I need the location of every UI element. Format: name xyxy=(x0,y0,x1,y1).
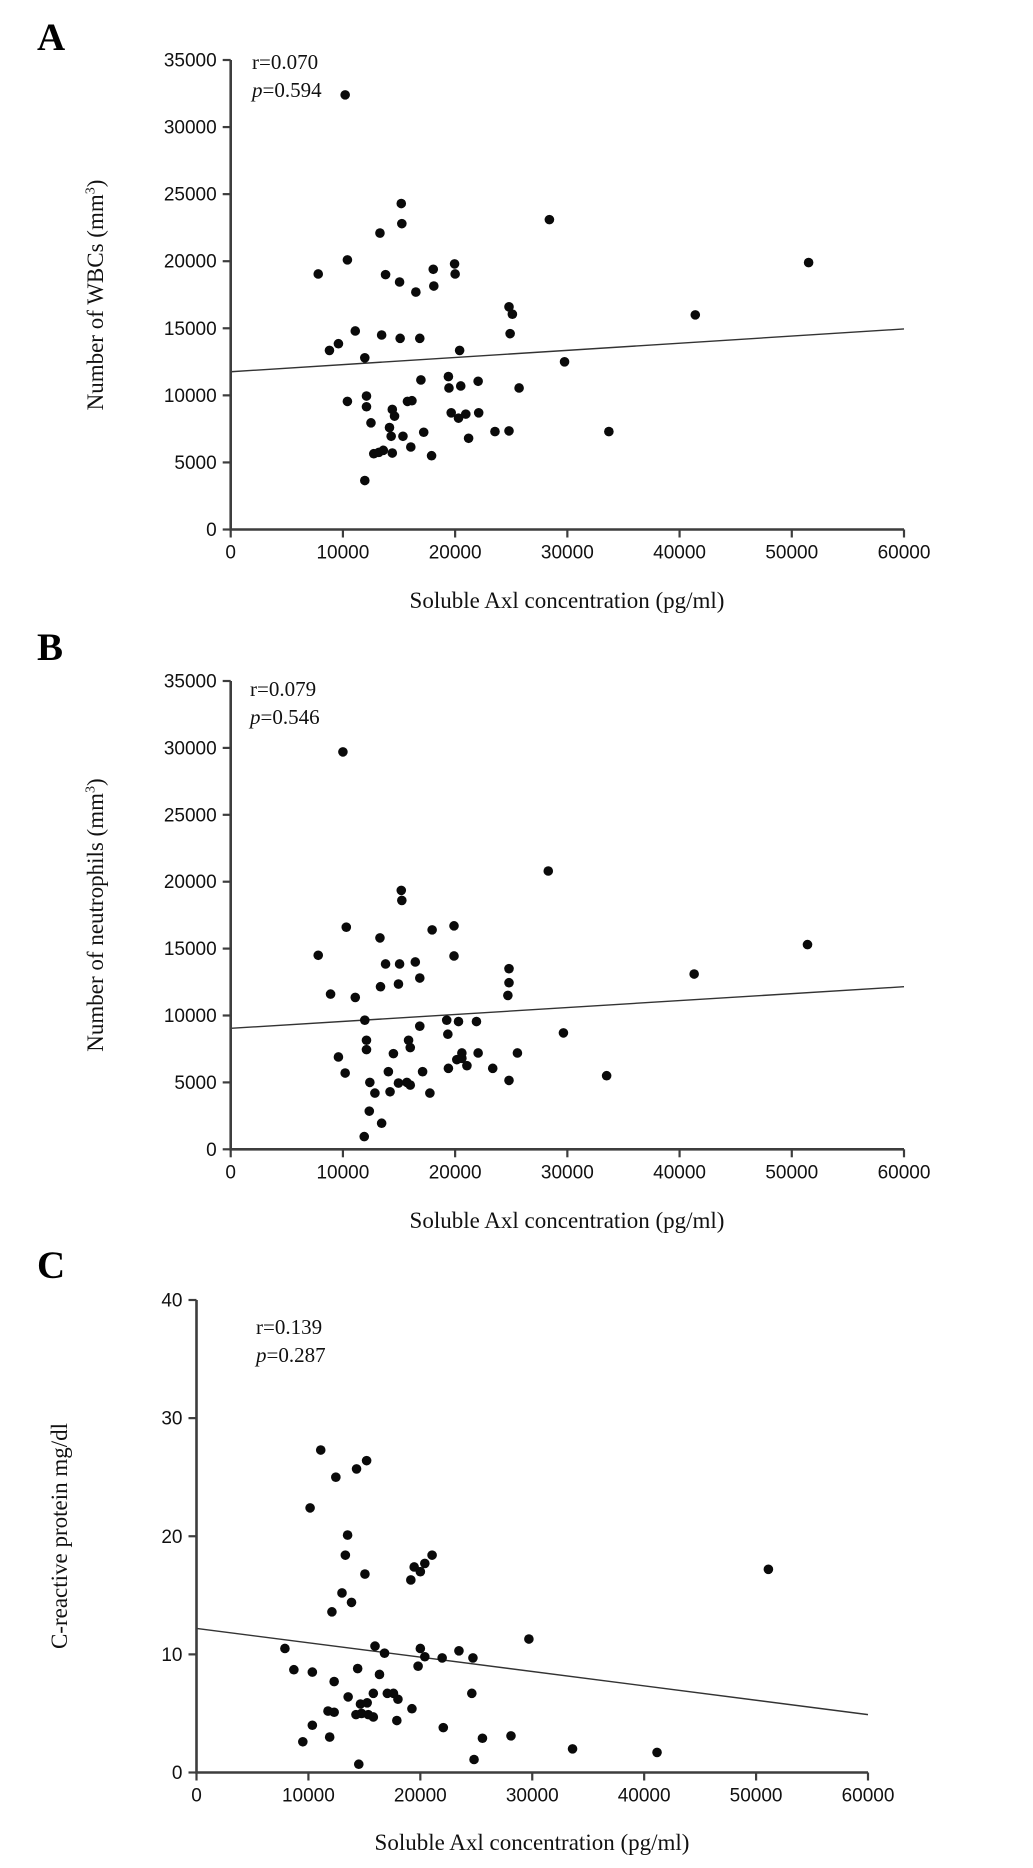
panel-b-x-axis-title: Soluble Axl concentration (pg/ml) xyxy=(409,1208,725,1233)
panel-b-data-point xyxy=(427,925,437,935)
panel-a-r-value: r=0.070 xyxy=(252,50,319,74)
panel-b-y-tick-label: 5000 xyxy=(174,1072,217,1094)
panel-c-data-point xyxy=(341,1550,351,1560)
panel-c-data-point xyxy=(420,1652,430,1662)
panel-c-data-point xyxy=(392,1716,402,1726)
panel-c-x-tick-label: 0 xyxy=(191,1785,202,1807)
panel-a-y-tick-label: 0 xyxy=(206,520,217,541)
panel-c-data-point xyxy=(478,1733,488,1743)
panel-a-data-point xyxy=(340,90,350,100)
panel-b-y-axis-title: Number of neutrophils $(mm^3)$ xyxy=(83,778,108,1052)
panel-a-x-tick-label: 10000 xyxy=(316,542,370,564)
panel-b-data-point xyxy=(389,1049,399,1059)
panel-b-data-point xyxy=(454,1017,464,1027)
panel-c-data-point xyxy=(652,1748,662,1758)
panel-a-y-tick-label: 25000 xyxy=(163,184,217,206)
panel-a-data-point xyxy=(455,346,465,356)
panel-a-data-point xyxy=(398,431,408,441)
panel-c-data-point xyxy=(305,1503,315,1513)
panel-b-data-point xyxy=(360,1015,370,1025)
panel-a-plot xyxy=(164,51,931,564)
panel-a-data-point xyxy=(416,375,426,385)
panel-c-data-point xyxy=(308,1667,318,1677)
panel-a-data-point xyxy=(395,334,405,344)
panel-c-data-point xyxy=(347,1598,357,1608)
panel-a-data-point xyxy=(690,310,700,320)
panel-a-x-tick-label: 20000 xyxy=(428,542,482,564)
panel-c-data-point xyxy=(331,1472,341,1482)
panel-b-data-point xyxy=(462,1061,472,1071)
panel-a-x-tick-label: 40000 xyxy=(653,542,706,564)
panel-c-x-tick-label: 50000 xyxy=(729,1785,783,1807)
panel-b-data-point xyxy=(405,1080,415,1090)
panel-a-axes xyxy=(231,60,904,530)
panel-b-data-point xyxy=(334,1052,344,1062)
panel-c-data-point xyxy=(380,1648,390,1658)
panel-c-data-point xyxy=(764,1565,774,1575)
panel-b-x-tick-label: 60000 xyxy=(877,1162,931,1184)
panel-a-data-point xyxy=(375,228,385,238)
panel-c-data-point xyxy=(427,1550,437,1560)
panel-c-data-point xyxy=(524,1634,534,1644)
panel-b-data-point xyxy=(365,1078,375,1088)
panel-c-data-point xyxy=(468,1653,478,1663)
panel-c-r-value: r=0.139 xyxy=(256,1315,323,1339)
panel-b-data-point xyxy=(415,1021,425,1031)
panel-b-y-tick-label: 35000 xyxy=(163,671,217,693)
panel-b-data-point xyxy=(415,973,425,983)
panel-b-data-point xyxy=(362,1035,372,1045)
panel-b-data-point xyxy=(449,951,459,961)
panel-b-data-point xyxy=(418,1067,428,1077)
panel-a-data-point xyxy=(456,381,466,391)
panel-b-x-tick-label: 0 xyxy=(225,1162,236,1184)
panel-c-data-point xyxy=(343,1692,353,1702)
panel-c-data-point xyxy=(325,1732,335,1742)
panel-a-y-tick-label: 5000 xyxy=(174,452,217,474)
panel-c-data-point xyxy=(413,1661,423,1671)
panel-b-data-point xyxy=(488,1064,498,1074)
panel-c-data-point xyxy=(352,1464,362,1474)
panel-a-data-point xyxy=(362,391,372,401)
panel-a-data-point xyxy=(473,376,483,386)
panel-c-x-tick-label: 40000 xyxy=(617,1785,671,1807)
panel-b-data-point xyxy=(376,982,386,992)
panel-b-data-point xyxy=(362,1045,372,1055)
panel-b-data-point xyxy=(405,1043,415,1053)
panel-c-y-tick-label: 20 xyxy=(161,1526,183,1548)
panel-a-data-point xyxy=(366,418,376,428)
panel-c-data-point xyxy=(343,1530,353,1540)
panel-c-data-point xyxy=(362,1456,372,1466)
panel-a-data-point xyxy=(419,427,429,437)
panel-c-data-point xyxy=(316,1445,326,1455)
panel-a-data-point xyxy=(379,446,389,456)
panel-b-x-tick-label: 40000 xyxy=(653,1162,706,1184)
panel-b-data-point xyxy=(340,1068,350,1078)
panel-b-data-point xyxy=(381,959,391,969)
panel-c-data-point xyxy=(454,1646,464,1656)
panel-b-x-tick-label: 30000 xyxy=(540,1162,594,1184)
panel-b-data-point xyxy=(504,964,514,974)
panel-a-x-axis-title: Soluble Axl concentration (pg/ml) xyxy=(409,588,725,613)
panel-b-data-point xyxy=(504,1076,514,1086)
panel-a-data-point xyxy=(505,329,515,339)
panel-c-data-point xyxy=(362,1698,372,1708)
panel-a-data-point xyxy=(560,357,570,367)
panel-a-data-point xyxy=(387,448,397,458)
panel-a-data-point xyxy=(427,451,437,461)
panel-a-x-tick-label: 60000 xyxy=(877,542,931,564)
panel-b-data-point xyxy=(803,940,813,950)
panel-a-data-point xyxy=(504,426,514,436)
panel-b-data-point xyxy=(449,921,459,931)
panel-a-x-tick-label: 50000 xyxy=(765,542,819,564)
panel-b-data-point xyxy=(359,1132,369,1142)
panel-c-data-point xyxy=(437,1653,447,1663)
panel-b-plot xyxy=(164,672,931,1184)
panel-c-letter: C xyxy=(37,1244,66,1287)
panel-a-y-tick-label: 35000 xyxy=(163,50,217,72)
panel-c-data-point xyxy=(406,1575,416,1585)
panel-c-y-axis-title: C-reactive protein mg/dl xyxy=(47,1422,72,1650)
panel-b-data-point xyxy=(602,1071,612,1081)
panel-b-data-point xyxy=(394,979,404,989)
panel-b-data-point xyxy=(559,1028,569,1038)
panel-a-data-point xyxy=(325,346,335,356)
panel-a-data-point xyxy=(474,408,484,418)
panel-a-p-value: p=0.594 xyxy=(252,78,322,102)
panel-b-data-point xyxy=(313,950,323,960)
panel-a-data-point xyxy=(514,383,524,393)
panel-c-annotation xyxy=(256,1313,326,1369)
panel-c-data-point xyxy=(369,1712,379,1722)
panel-a-data-point xyxy=(360,476,370,486)
panel-b-data-point xyxy=(370,1088,380,1098)
panel-b-data-point xyxy=(350,993,360,1003)
panel-b-data-point xyxy=(513,1048,523,1058)
panel-b-annotation xyxy=(250,675,320,731)
panel-a-data-point xyxy=(334,339,344,349)
panel-a-x-tick-label: 30000 xyxy=(540,542,594,564)
panel-b-r-value: r=0.079 xyxy=(250,677,317,701)
panel-a-data-point xyxy=(360,353,370,363)
panel-c-data-point xyxy=(568,1744,578,1754)
panel-a-data-point xyxy=(545,215,555,225)
panel-a-data-point xyxy=(407,396,417,406)
panel-c-data-point xyxy=(416,1567,426,1577)
panel-b-x-tick-label: 10000 xyxy=(316,1162,370,1184)
panel-b-data-point xyxy=(504,978,514,988)
panel-c-data-point xyxy=(506,1731,516,1741)
panel-c-data-point xyxy=(420,1559,430,1569)
panel-c-data-point xyxy=(469,1755,479,1765)
panel-b-p-value: p=0.546 xyxy=(250,705,320,729)
panel-b-data-point xyxy=(377,1118,387,1128)
panel-a-y-axis-title: Number of WBCs $(mm^3)$ xyxy=(83,179,108,411)
panel-b-data-point xyxy=(425,1088,435,1098)
panel-a-data-point xyxy=(397,219,407,229)
panel-a-data-point xyxy=(428,264,438,274)
panel-c-data-point xyxy=(308,1720,318,1730)
panel-c-data-point xyxy=(360,1569,370,1579)
panel-c-p-value: p=0.287 xyxy=(256,1343,326,1367)
panel-b-data-point xyxy=(543,866,553,876)
panel-b-data-point xyxy=(443,1029,453,1039)
panel-c-data-point xyxy=(416,1644,426,1654)
panel-a-data-point xyxy=(395,277,405,287)
panel-a-data-point xyxy=(385,423,395,433)
panel-b-data-point xyxy=(384,1067,394,1077)
panel-b-data-point xyxy=(444,1064,454,1074)
panel-a-y-tick-label: 20000 xyxy=(163,251,217,273)
panel-c-y-tick-label: 40 xyxy=(161,1290,183,1312)
panel-c-x-tick-label: 30000 xyxy=(505,1785,559,1807)
panel-a-data-point xyxy=(411,287,421,297)
panel-a-data-point xyxy=(804,258,814,268)
panel-a-y-tick-label: 10000 xyxy=(163,385,217,407)
panel-a-data-point xyxy=(362,402,372,412)
panel-b-data-point xyxy=(338,747,348,757)
panel-a-data-point xyxy=(406,442,416,452)
panel-c-data-point xyxy=(369,1689,379,1699)
panel-a-data-point xyxy=(461,409,471,419)
panel-c-data-point xyxy=(407,1704,417,1714)
panel-c-data-point xyxy=(337,1588,347,1598)
panel-a-letter: A xyxy=(37,16,66,59)
panel-b-axes xyxy=(231,681,904,1149)
panel-b-data-point xyxy=(397,896,407,906)
panel-c-data-point xyxy=(289,1665,299,1675)
panel-a-data-point xyxy=(508,309,518,319)
panel-b-data-point xyxy=(396,886,406,896)
panel-c-x-tick-label: 10000 xyxy=(281,1785,335,1807)
panel-c-x-tick-label: 60000 xyxy=(841,1785,895,1807)
panel-c-y-tick-label: 0 xyxy=(171,1763,183,1784)
panel-b-data-point xyxy=(326,989,336,999)
panel-a-data-point xyxy=(396,199,406,209)
panel-b-y-tick-label: 25000 xyxy=(163,805,217,827)
panel-b-data-point xyxy=(473,1048,483,1058)
panel-a-data-point xyxy=(343,397,353,407)
panel-a-x-tick-label: 0 xyxy=(225,542,236,564)
panel-a-data-point xyxy=(415,334,425,344)
panel-b-data-point xyxy=(385,1087,395,1097)
panel-b-data-point xyxy=(689,969,699,979)
panel-a-data-point xyxy=(450,259,460,269)
panel-c-data-point xyxy=(467,1689,477,1699)
panel-c-data-point xyxy=(329,1707,339,1717)
panel-b-data-point xyxy=(364,1106,374,1116)
panel-a-data-point xyxy=(386,431,396,441)
panel-c-data-point xyxy=(298,1737,308,1747)
panel-c-data-point xyxy=(353,1664,363,1674)
panel-a-data-point xyxy=(343,255,353,265)
panel-b-data-point xyxy=(472,1017,482,1027)
panel-c-data-point xyxy=(393,1694,403,1704)
panel-c-data-point xyxy=(280,1644,290,1654)
panel-a-data-point xyxy=(604,427,614,437)
panel-b-y-tick-label: 10000 xyxy=(163,1006,217,1027)
panel-a-data-point xyxy=(464,433,474,443)
panel-a-data-point xyxy=(381,270,391,280)
panel-a-data-point xyxy=(313,269,323,279)
panel-a-data-point xyxy=(490,427,500,437)
panel-a-data-point xyxy=(390,411,400,421)
panel-a-data-point xyxy=(450,269,460,279)
panel-c-x-axis-title: Soluble Axl concentration (pg/ml) xyxy=(374,1830,690,1855)
panel-b-data-point xyxy=(410,957,420,967)
panel-b-data-point xyxy=(341,922,351,932)
panel-b-y-tick-label: 0 xyxy=(206,1139,217,1161)
panel-c-data-point xyxy=(375,1670,385,1680)
panel-b-data-point xyxy=(375,933,385,943)
panel-b-y-tick-label: 30000 xyxy=(163,738,217,760)
panel-c-y-tick-label: 30 xyxy=(161,1408,183,1430)
panel-a-y-tick-label: 30000 xyxy=(163,117,217,139)
panel-c-data-point xyxy=(354,1759,364,1769)
panel-c-y-tick-label: 10 xyxy=(161,1644,183,1666)
panel-b-data-point xyxy=(395,959,405,969)
panel-b-data-point xyxy=(503,991,513,1001)
panel-a-data-point xyxy=(377,330,387,340)
panel-b-letter: B xyxy=(37,626,64,669)
panel-b-y-tick-label: 20000 xyxy=(163,872,217,894)
panel-c-data-point xyxy=(329,1677,339,1687)
panel-a-data-point xyxy=(350,326,360,336)
panel-a-data-point xyxy=(429,281,439,291)
panel-b-data-point xyxy=(442,1015,452,1025)
panel-c-x-tick-label: 20000 xyxy=(393,1785,447,1807)
panel-c-data-point xyxy=(327,1607,337,1617)
panel-b-x-tick-label: 20000 xyxy=(428,1162,482,1184)
panel-c-data-point xyxy=(370,1641,380,1651)
panel-b-x-tick-label: 50000 xyxy=(765,1162,819,1184)
panel-b-y-tick-label: 15000 xyxy=(163,939,217,961)
panel-a-data-point xyxy=(444,383,454,393)
panel-a-data-point xyxy=(444,372,454,382)
panel-a-y-tick-label: 15000 xyxy=(163,318,217,340)
panel-c-data-point xyxy=(438,1723,448,1733)
panel-a-annotation xyxy=(252,48,322,104)
panel-b-data-point xyxy=(394,1078,404,1088)
